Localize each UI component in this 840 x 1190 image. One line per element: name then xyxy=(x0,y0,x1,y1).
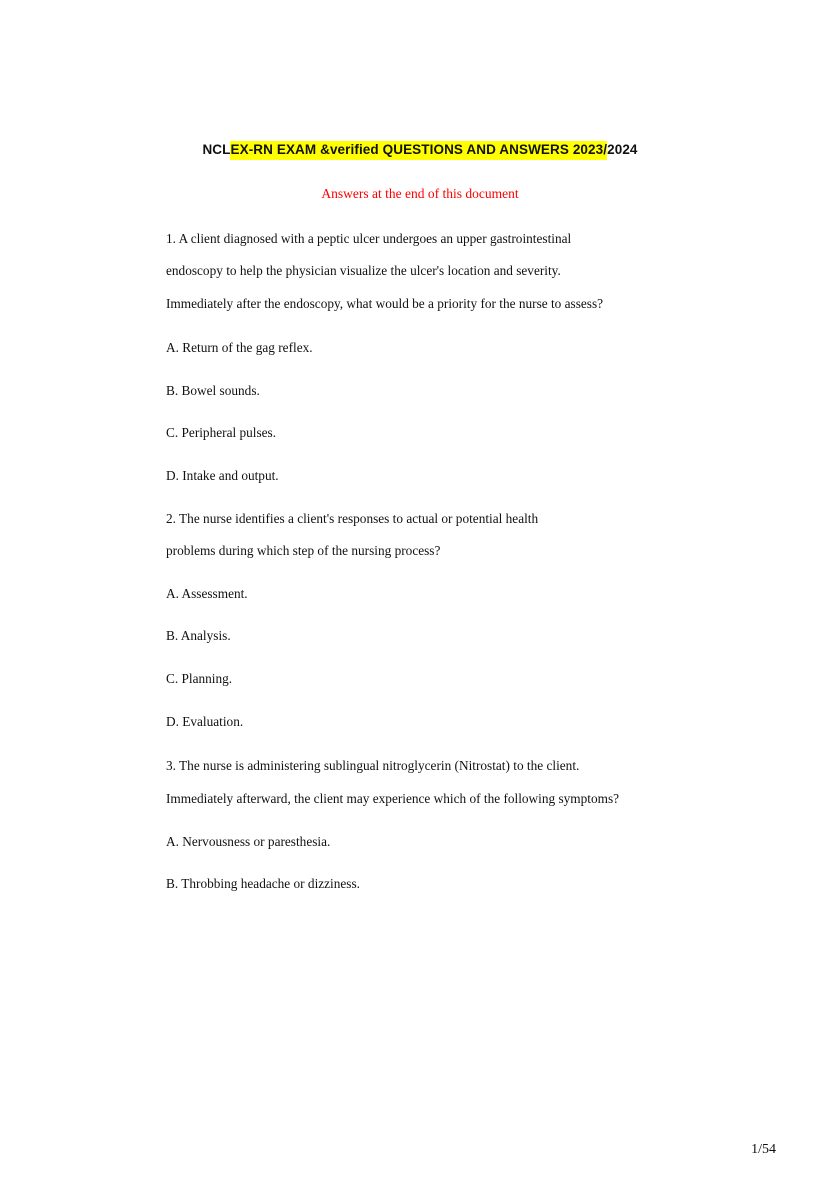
question-1-option-c: C. Peripheral pulses. xyxy=(166,425,277,440)
question-1-line-3: Immediately after the endoscopy, what would be a priority for the nurse to assess? xyxy=(166,296,604,311)
title-highlight: EX-RN EXAM &verified QUESTIONS AND ANSWERS 2023/ xyxy=(230,141,607,160)
question-1-line-2: endoscopy to help the physician visualize the ulcer's location and severity. xyxy=(166,263,561,278)
question-1-option-a: A. Return of the gag reflex. xyxy=(166,340,313,355)
question-2-option-b: B. Analysis. xyxy=(166,628,231,643)
question-3-option-a: A. Nervousness or paresthesia. xyxy=(166,834,331,849)
question-3-line-1: 3. The nurse is administering sublingual nitroglycerin (Nitrostat) to the client. xyxy=(166,758,580,773)
question-1-line-1: 1. A client diagnosed with a peptic ulcer undergoes an upper gastrointestinal xyxy=(166,231,572,246)
question-2-option-d: D. Evaluation. xyxy=(166,714,244,729)
page-number: 1/54 xyxy=(751,1142,776,1157)
question-1-option-b: B. Bowel sounds. xyxy=(166,383,260,398)
question-2-option-a: A. Assessment. xyxy=(166,586,248,601)
question-2-line-1: 2. The nurse identifies a client's responses to actual or potential health xyxy=(166,511,539,526)
question-3-option-b: B. Throbbing headache or dizziness. xyxy=(166,876,360,891)
question-2-option-c: C. Planning. xyxy=(166,671,233,686)
document-title xyxy=(0,142,840,157)
question-1-option-d: D. Intake and output. xyxy=(166,468,279,483)
question-3-line-2: Immediately afterward, the client may experience which of the following symptoms? xyxy=(166,791,620,806)
question-2-line-2: problems during which step of the nursing process? xyxy=(166,543,441,558)
title-suffix: 2024 xyxy=(607,142,638,157)
title-prefix: NCL xyxy=(202,142,231,157)
answers-note: Answers at the end of this document xyxy=(321,186,519,201)
